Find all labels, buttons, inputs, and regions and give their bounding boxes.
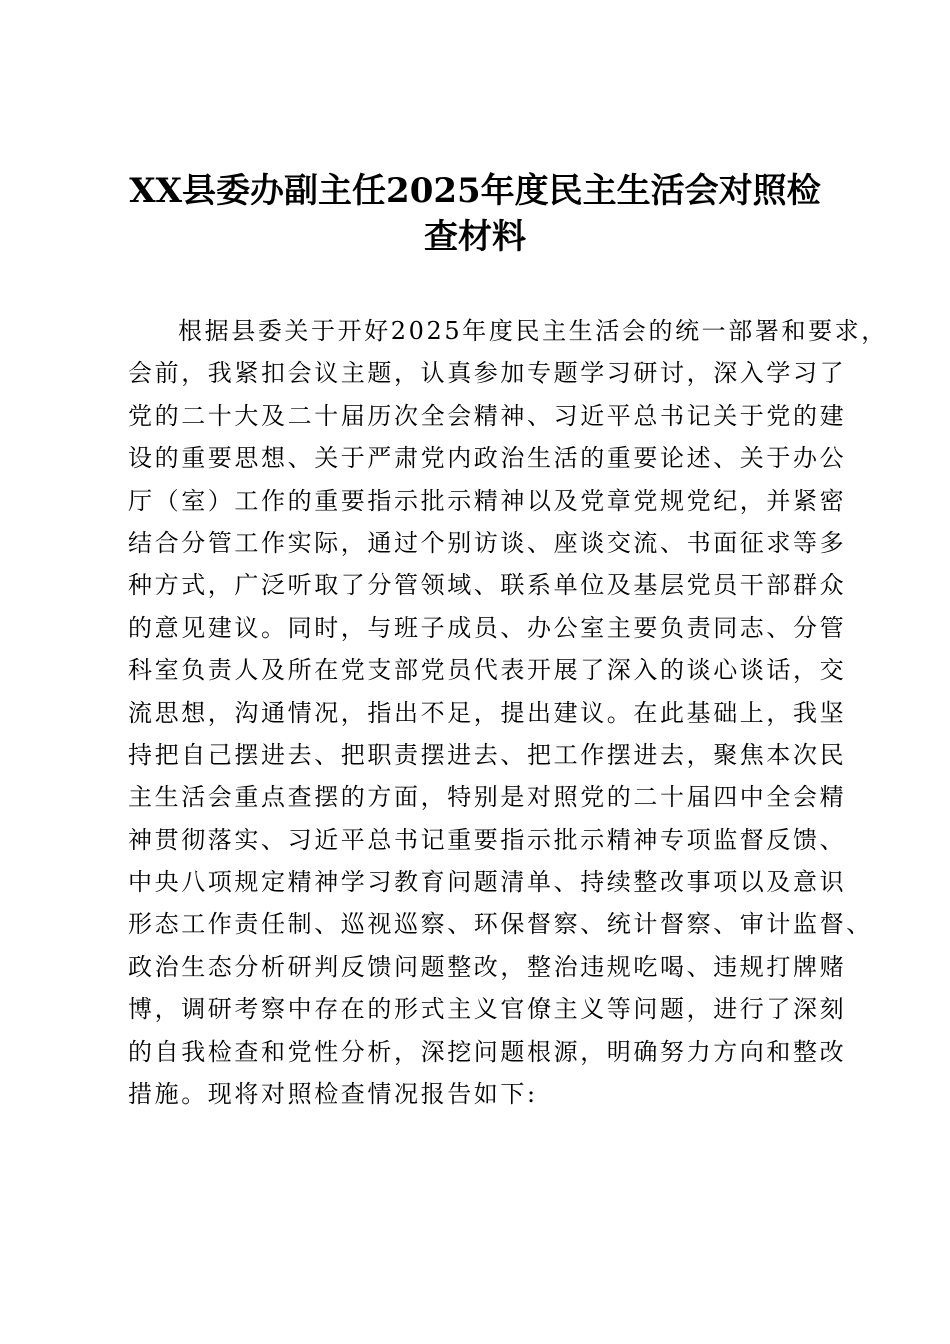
paragraph-line: 持把自己摆进去、把职责摆进去、把工作摆进去，聚焦本次民	[128, 740, 847, 769]
paragraph-line: 党的二十大及二十届历次全会精神、习近平总书记关于党的建	[128, 401, 847, 430]
paragraph-line: 措施。现将对照检查情况报告如下:	[128, 1080, 538, 1109]
document-title	[100, 168, 850, 260]
paragraph-line: 中央八项规定精神学习教育问题清单、持续整改事项以及意识	[128, 868, 847, 897]
paragraph-line: 流思想，沟通情况，指出不足，提出建议。在此基础上，我坚	[128, 698, 847, 727]
paragraph-line: 设的重要思想、关于严肃党内政治生活的重要论述、关于办公	[128, 444, 847, 473]
paragraph-line: 博，调研考察中存在的形式主义官僚主义等问题，进行了深刻	[128, 995, 847, 1024]
paragraph-line: 的意见建议。同时，与班子成员、办公室主要负责同志、分管	[128, 613, 847, 642]
paragraph-line: 主生活会重点查摆的方面，特别是对照党的二十届四中全会精	[128, 783, 847, 812]
paragraph-line: 会前，我紧扣会议主题，认真参加专题学习研讨，深入学习了	[128, 359, 847, 388]
intro-paragraph	[128, 310, 888, 1115]
paragraph-line: 神贯彻落实、习近平总书记重要指示批示精神专项监督反馈、	[128, 825, 847, 854]
paragraph-line: 政治生态分析研判反馈问题整改，整治违规吃喝、违规打牌赌	[128, 952, 847, 981]
paragraph-line: 科室负责人及所在党支部党员代表开展了深入的谈心谈话，交	[128, 656, 847, 685]
paragraph-line: 的自我检查和党性分析，深挖问题根源，明确努力方向和整改	[128, 1037, 847, 1066]
paragraph-line: 种方式，广泛听取了分管领域、联系单位及基层党员干部群众	[128, 571, 847, 600]
paragraph-line: 根据县委关于开好2025年度民主生活会的统一部署和要求，	[178, 317, 888, 345]
title-line-1: XX县委办副主任2025年度民主生活会对照检	[129, 171, 821, 211]
title-line-2: 查材料	[424, 217, 526, 257]
paragraph-line: 厅（室）工作的重要指示批示精神以及党章党规党纪，并紧密	[128, 486, 847, 515]
paragraph-line: 结合分管工作实际，通过个别访谈、座谈交流、书面征求等多	[128, 528, 847, 557]
paragraph-line: 形态工作责任制、巡视巡察、环保督察、统计督察、审计监督、	[128, 910, 873, 939]
